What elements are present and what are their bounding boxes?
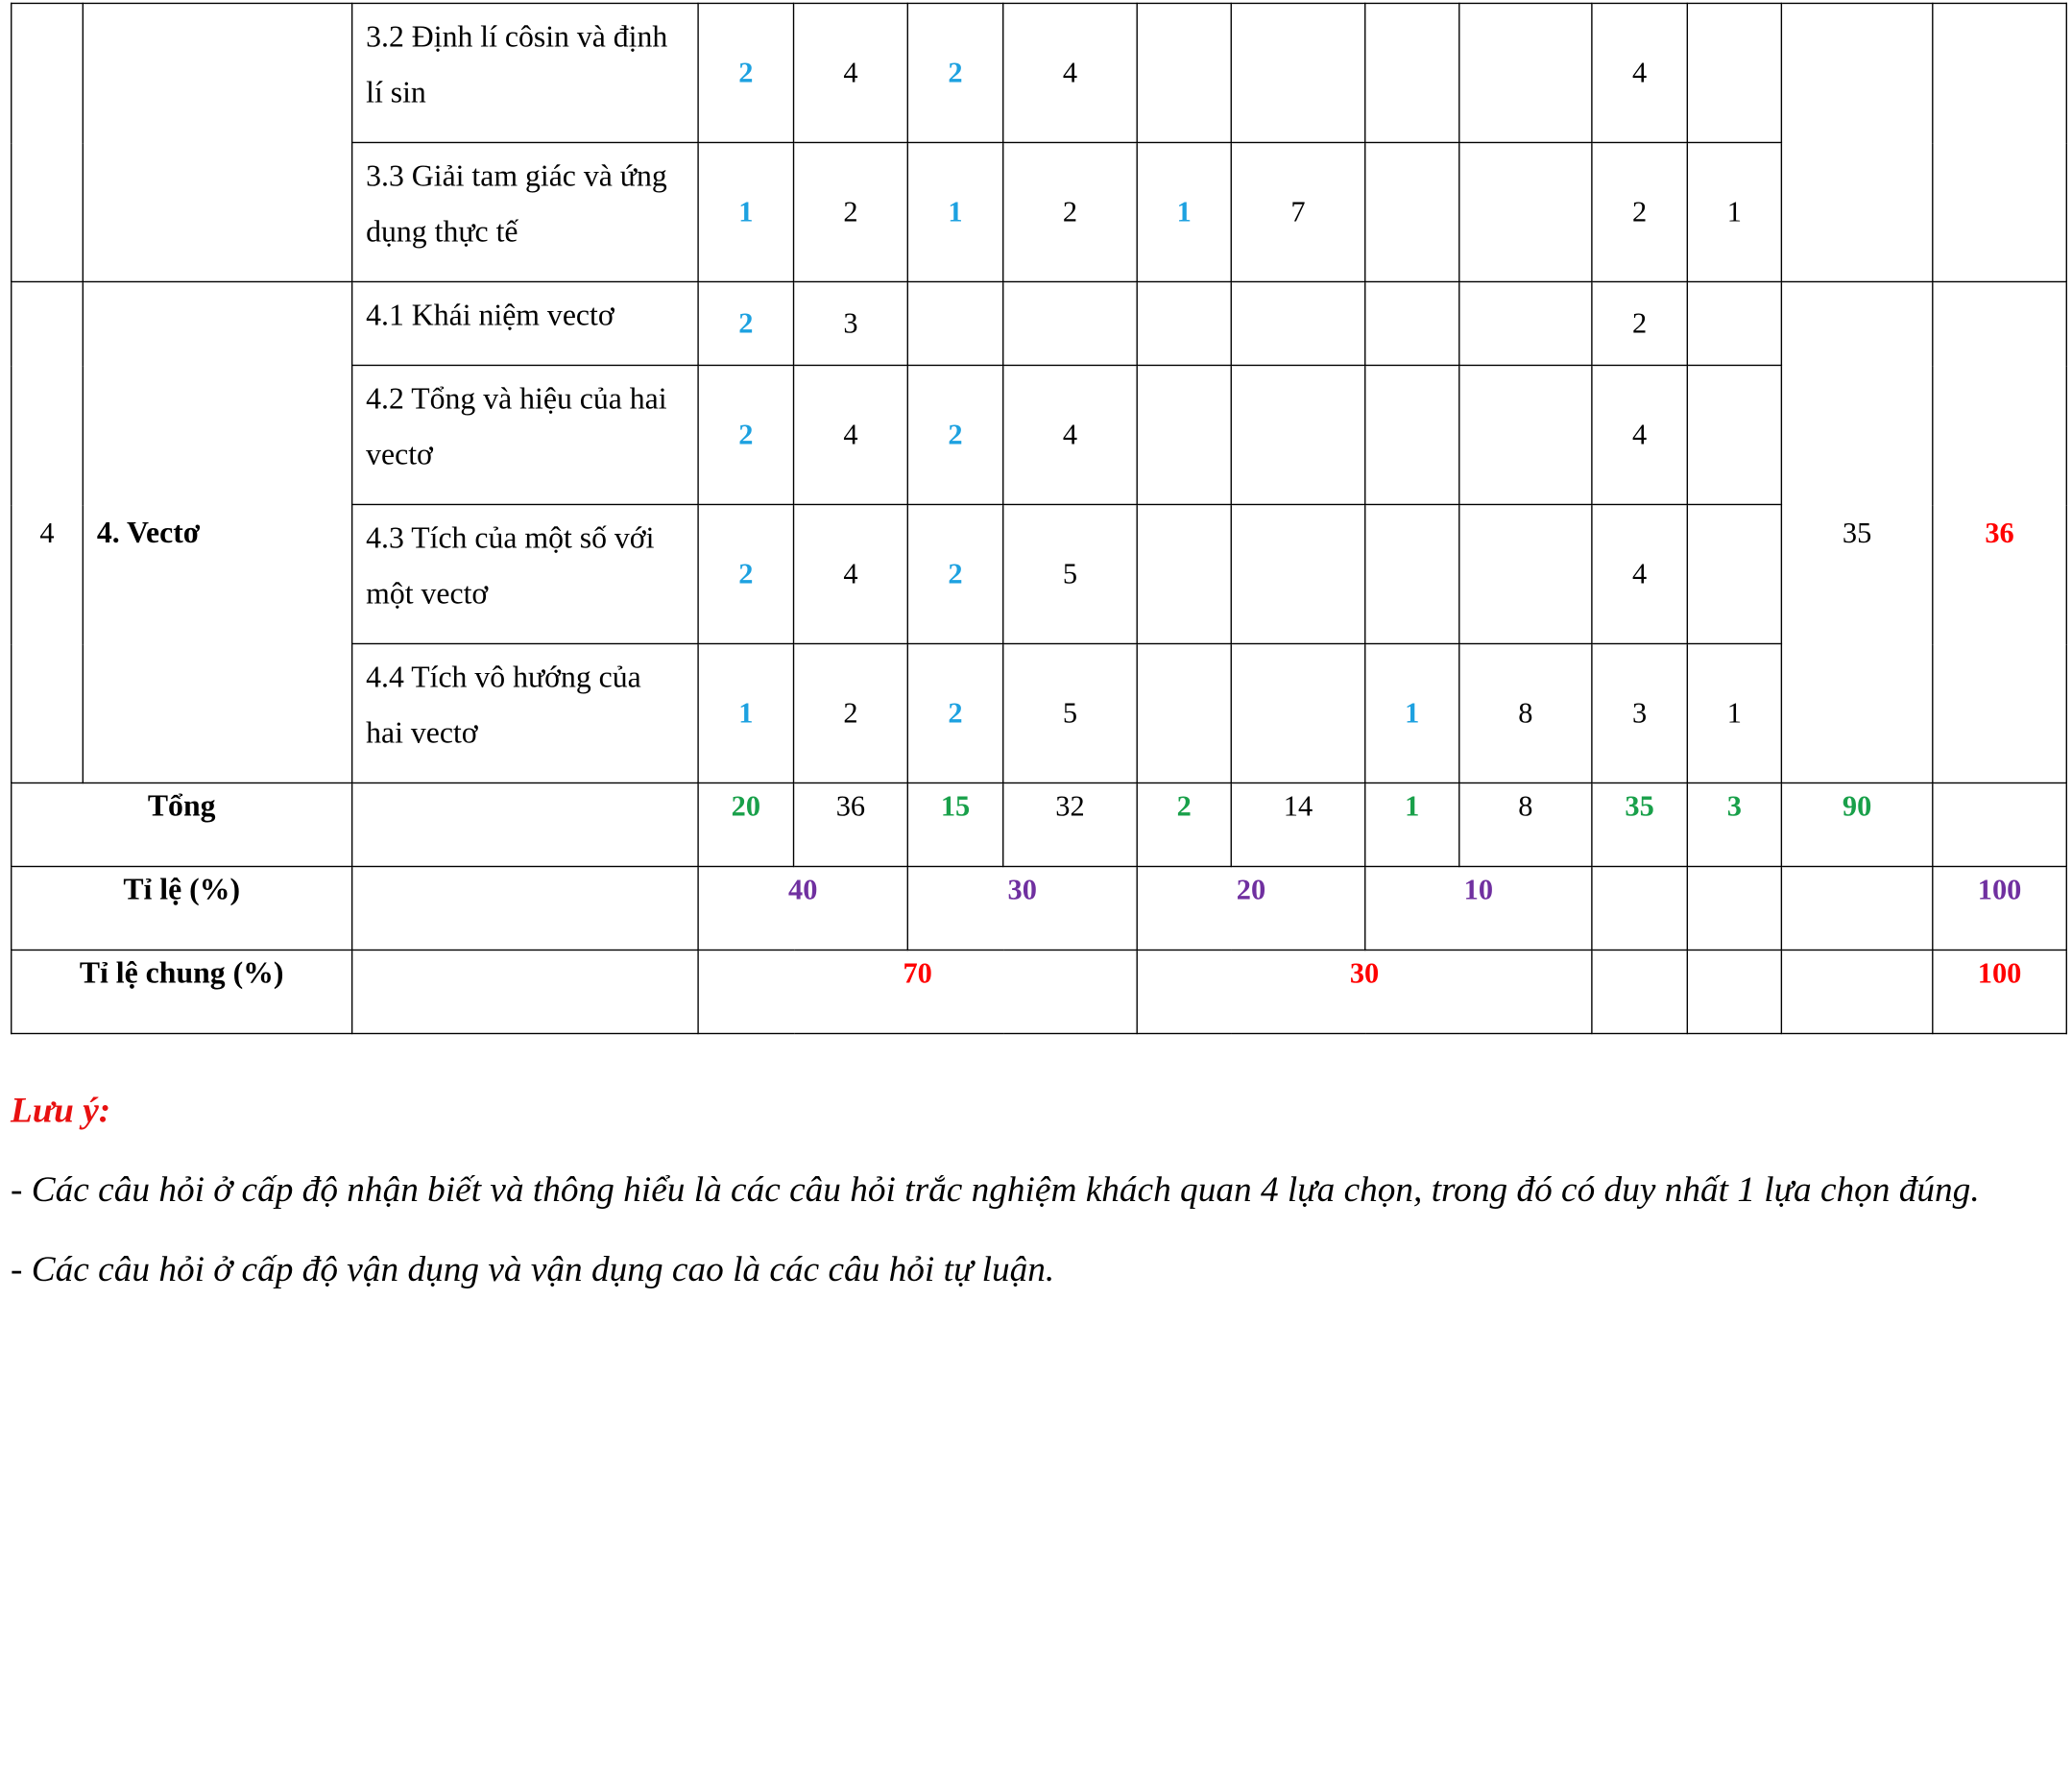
totals-label: Tổng — [12, 782, 352, 866]
cell-nb-time: 2 — [794, 142, 908, 281]
cell-vdc-count — [1365, 365, 1459, 504]
ratio-common-b: 30 — [1137, 950, 1592, 1033]
cell-tn-total: 3 — [1592, 643, 1687, 782]
lesson-cell: 4.4 Tích vô hướng của hai vectơ — [352, 643, 698, 782]
cell-nb-count: 1 — [698, 643, 793, 782]
cell-tl-total: 1 — [1687, 643, 1781, 782]
empty-cell — [352, 950, 698, 1033]
cell-tn-total: 2 — [1592, 281, 1687, 365]
ratio-common-a: 70 — [698, 950, 1137, 1033]
cell-th-time: 4 — [1003, 3, 1137, 142]
cell-percent — [1933, 3, 2066, 281]
cell-vdc-time — [1459, 3, 1592, 142]
ratio-common-label: Tỉ lệ chung (%) — [12, 950, 352, 1033]
table-row — [12, 281, 2067, 365]
cell-tn-total: 4 — [1592, 3, 1687, 142]
table-row — [12, 3, 2067, 142]
cell-vd-time: 7 — [1231, 142, 1364, 281]
cell-vd-time — [1231, 504, 1364, 643]
cell-th-time — [1003, 281, 1137, 365]
note-line-1: - Các câu hỏi ở cấp độ nhận biết và thông hiểu là các câu hỏi trắc nghiệm khách quan 4 lựa chọn, trong đó có duy nhất 1 lựa chọn đúng. — [11, 1169, 1980, 1210]
cell-vdc-count — [1365, 3, 1459, 142]
cell-vdc-count — [1365, 142, 1459, 281]
cell-vd-count — [1137, 3, 1231, 142]
lesson-cell: 4.2 Tổng và hiệu của hai vectơ — [352, 365, 698, 504]
cell-vdc-time: 8 — [1459, 643, 1592, 782]
cell-tn-total: 2 — [1592, 142, 1687, 281]
stt-cell: 4 — [12, 281, 84, 782]
empty-cell — [1781, 950, 1932, 1033]
note-line-2: - Các câu hỏi ở cấp độ vận dụng và vận dụng cao là các câu hỏi tự luận. — [11, 1248, 1055, 1289]
cell-vdc-time — [1459, 504, 1592, 643]
cell-th-time: 5 — [1003, 643, 1137, 782]
cell-percent: 36 — [1933, 281, 2066, 782]
cell-th-time: 5 — [1003, 504, 1137, 643]
total-vdc-count: 1 — [1365, 782, 1459, 866]
cell-nb-time: 3 — [794, 281, 908, 365]
cell-vd-count — [1137, 504, 1231, 643]
total-tn: 35 — [1592, 782, 1687, 866]
lesson-cell: 3.3 Giải tam giác và ứng dụng thực tế — [352, 142, 698, 281]
cell-tl-total — [1687, 504, 1781, 643]
cell-tl-total: 1 — [1687, 142, 1781, 281]
total-nb-count: 20 — [698, 782, 793, 866]
total-time: 90 — [1781, 782, 1932, 866]
cell-vd-count — [1137, 365, 1231, 504]
topic-cell — [83, 3, 351, 281]
cell-tl-total — [1687, 365, 1781, 504]
total-tl: 3 — [1687, 782, 1781, 866]
cell-tl-total — [1687, 3, 1781, 142]
ratio-common-total: 100 — [1933, 950, 2066, 1033]
cell-nb-count: 2 — [698, 281, 793, 365]
cell-vd-count — [1137, 643, 1231, 782]
cell-th-count: 2 — [907, 3, 1002, 142]
totals-row — [12, 782, 2067, 866]
cell-vd-count: 1 — [1137, 142, 1231, 281]
lesson-cell: 4.3 Tích của một số với một vectơ — [352, 504, 698, 643]
cell-nb-count: 2 — [698, 365, 793, 504]
cell-vdc-time — [1459, 281, 1592, 365]
cell-vdc-count: 1 — [1365, 643, 1459, 782]
cell-time-total — [1781, 3, 1932, 281]
lesson-cell: 3.2 Định lí côsin và định lí sin — [352, 3, 698, 142]
cell-nb-time: 4 — [794, 504, 908, 643]
cell-th-count: 2 — [907, 643, 1002, 782]
total-nb-time: 36 — [794, 782, 908, 866]
empty-cell — [1592, 866, 1687, 950]
cell-vdc-count — [1365, 281, 1459, 365]
empty-cell — [1687, 950, 1781, 1033]
cell-time-total: 35 — [1781, 281, 1932, 782]
cell-vdc-count — [1365, 504, 1459, 643]
cell-vd-time — [1231, 281, 1364, 365]
exam-matrix-table — [11, 3, 2067, 1034]
empty-cell — [352, 866, 698, 950]
cell-vdc-time — [1459, 365, 1592, 504]
cell-nb-time: 4 — [794, 365, 908, 504]
cell-th-time: 2 — [1003, 142, 1137, 281]
cell-th-time: 4 — [1003, 365, 1137, 504]
cell-vd-time — [1231, 643, 1364, 782]
cell-nb-count: 2 — [698, 504, 793, 643]
empty-cell — [1687, 866, 1781, 950]
cell-th-count: 2 — [907, 504, 1002, 643]
cell-th-count: 1 — [907, 142, 1002, 281]
ratio-row — [12, 866, 2067, 950]
cell-nb-time: 4 — [794, 3, 908, 142]
empty-cell — [1592, 950, 1687, 1033]
ratio-common-row — [12, 950, 2067, 1033]
ratio-vdc: 10 — [1365, 866, 1592, 950]
cell-nb-count: 1 — [698, 142, 793, 281]
cell-vd-time — [1231, 3, 1364, 142]
total-vd-count: 2 — [1137, 782, 1231, 866]
empty-cell — [352, 782, 698, 866]
empty-cell — [1781, 866, 1932, 950]
cell-tn-total: 4 — [1592, 504, 1687, 643]
ratio-total: 100 — [1933, 866, 2066, 950]
cell-vdc-time — [1459, 142, 1592, 281]
total-vdc-time: 8 — [1459, 782, 1592, 866]
note-title: Lưu ý: — [11, 1090, 111, 1130]
total-vd-time: 14 — [1231, 782, 1364, 866]
cell-nb-time: 2 — [794, 643, 908, 782]
lesson-cell: 4.1 Khái niệm vectơ — [352, 281, 698, 365]
ratio-nb: 40 — [698, 866, 907, 950]
ratio-th: 30 — [907, 866, 1137, 950]
cell-th-count: 2 — [907, 365, 1002, 504]
empty-cell — [1933, 782, 2066, 866]
cell-tn-total: 4 — [1592, 365, 1687, 504]
ratio-label: Tỉ lệ (%) — [12, 866, 352, 950]
total-th-count: 15 — [907, 782, 1002, 866]
ratio-vd: 20 — [1137, 866, 1365, 950]
cell-vd-time — [1231, 365, 1364, 504]
cell-nb-count: 2 — [698, 3, 793, 142]
cell-tl-total — [1687, 281, 1781, 365]
cell-vd-count — [1137, 281, 1231, 365]
cell-th-count — [907, 281, 1002, 365]
topic-cell: 4. Vectơ — [83, 281, 351, 782]
stt-cell — [12, 3, 84, 281]
total-th-time: 32 — [1003, 782, 1137, 866]
